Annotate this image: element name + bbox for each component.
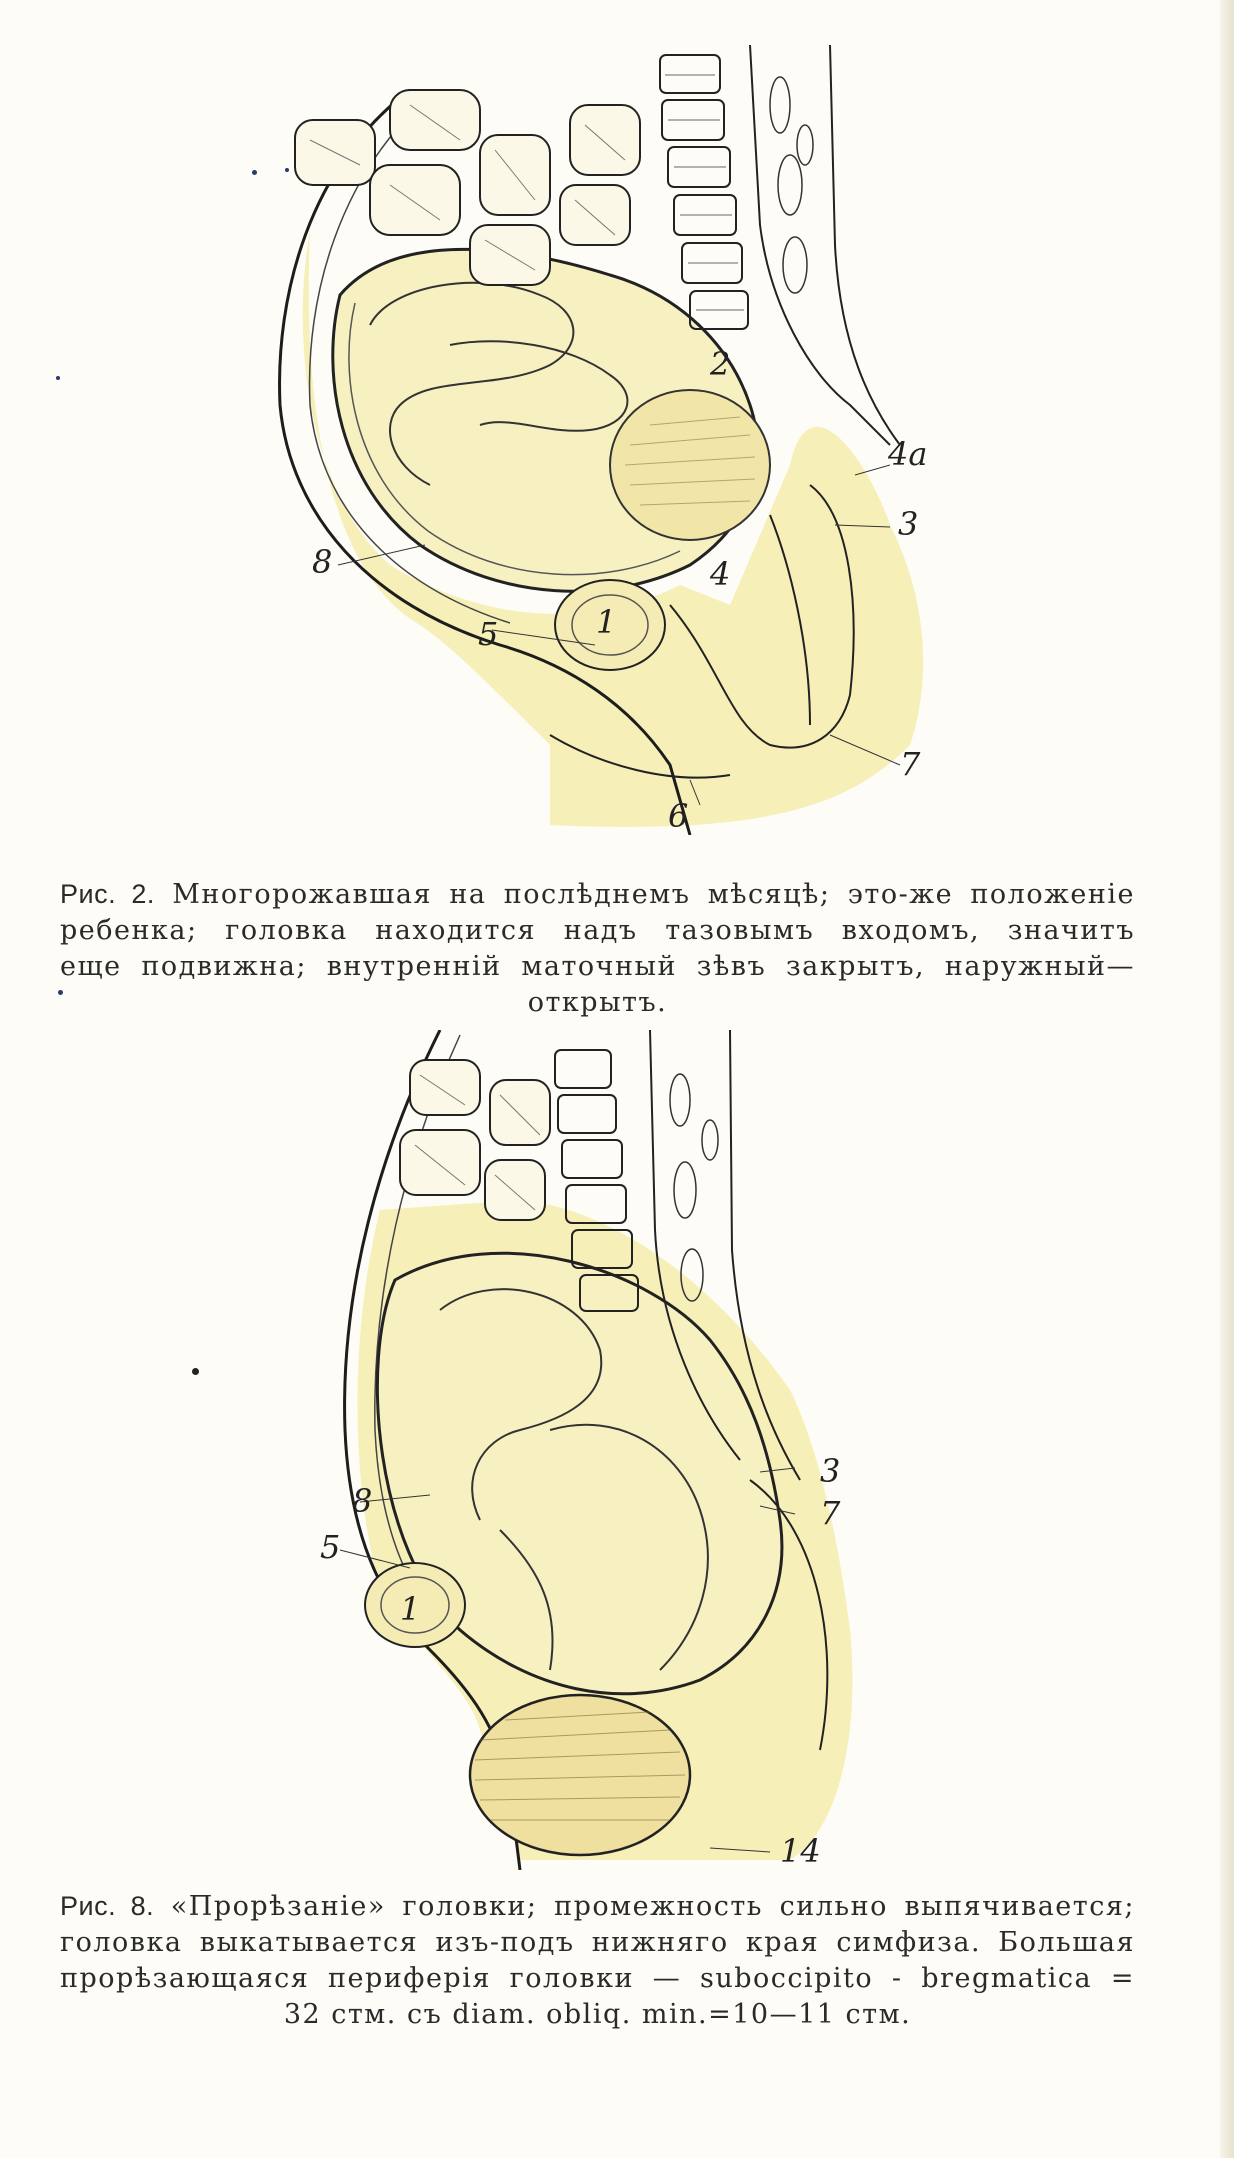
anatomical-section-drawing [320, 1030, 880, 1870]
marker-8: 8 [312, 543, 333, 581]
figure-top-caption [60, 876, 1135, 1021]
caption-line: ребенка; головка находится надъ тазовымъ входомъ, значитъ [60, 915, 1135, 946]
figure-bottom-illustration [320, 1030, 880, 1870]
marker-1: 1 [596, 603, 617, 641]
marker-4a: 4a [888, 435, 928, 473]
figure-top-illustration [250, 45, 950, 835]
anatomical-section-drawing [250, 45, 950, 835]
caption-line: открытъ. [527, 987, 668, 1018]
caption-line: прорѣзающаяся периферія головки — suboccipito - bregmatica = [60, 1963, 1135, 1994]
marker-1: 1 [400, 1590, 421, 1628]
ink-speck [56, 376, 60, 380]
figure-bottom-caption [60, 1888, 1135, 2033]
figure-label: Рис. 8. [60, 1891, 155, 1921]
caption-text: Многорожавшая на послѣднемъ мѣсяцѣ; это-же положеніе [172, 879, 1135, 910]
caption-line: еще подвижна; внутренній маточный зѣвъ закрытъ, наружный— [60, 951, 1135, 982]
page-edge [1220, 0, 1234, 2158]
marker-14: 14 [780, 1832, 821, 1870]
marker-2: 2 [710, 345, 731, 383]
caption-text: «Прорѣзаніе» головки; промежность сильно выпячивается; [170, 1891, 1135, 1922]
figure-label: Рис. 2. [60, 879, 155, 909]
marker-5: 5 [478, 615, 499, 653]
marker-7: 7 [900, 745, 921, 783]
marker-8: 8 [352, 1482, 373, 1520]
marker-4: 4 [710, 555, 731, 593]
marker-3: 3 [898, 505, 919, 543]
caption-line [60, 1888, 1135, 1925]
caption-line: 32 стм. съ diam. obliq. min.=10—11 стм. [283, 1999, 912, 2030]
marker-3: 3 [820, 1452, 841, 1490]
marker-6: 6 [668, 797, 689, 835]
ink-speck [192, 1368, 199, 1375]
marker-7: 7 [820, 1494, 841, 1532]
marker-5: 5 [320, 1528, 341, 1566]
caption-line: головка выкатывается изъ-подъ нижняго края симфиза. Большая [60, 1927, 1135, 1958]
caption-line [60, 876, 1135, 913]
